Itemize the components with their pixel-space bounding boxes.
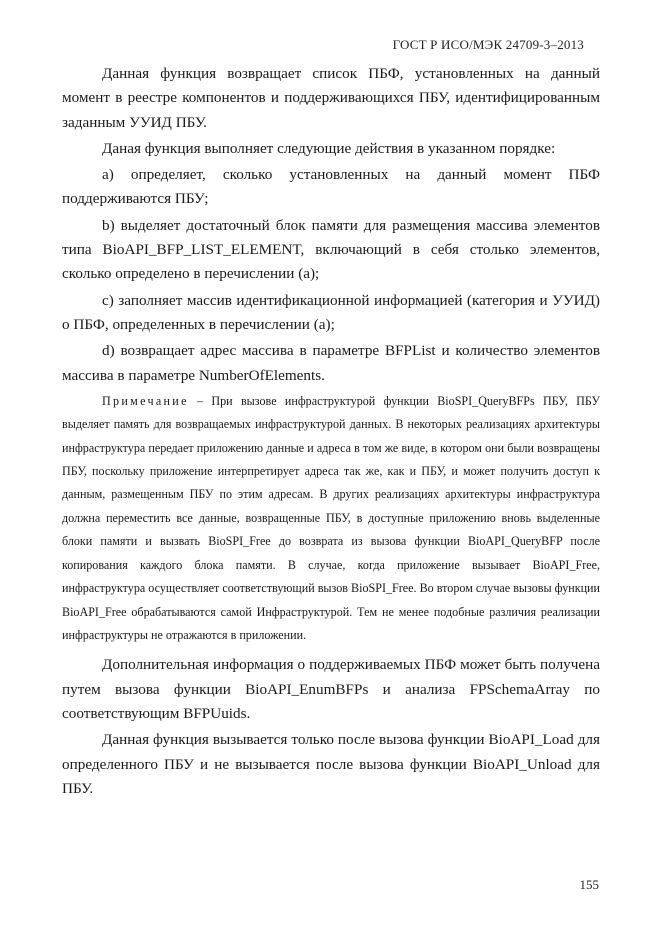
note-label: Примечание <box>102 393 189 408</box>
list-item-c: c) заполняет массив идентификационной информацией (категория и УУИД) о ПБФ, определенных в перечислении (a); <box>62 291 600 333</box>
paragraph-actions-lead: Даная функция выполняет следующие действия в указанном порядке: <box>102 139 556 157</box>
standard-header: ГОСТ Р ИСО/МЭК 24709-3–2013 <box>392 37 584 52</box>
paragraph-call-order: Данная функция вызывается только после вызова функции BioAPI_Load для определенного ПБУ и не вызывается после вызова функции BioAPI_Unload для ПБУ. <box>62 731 600 797</box>
note-text: – При вызове инфраструктурой функции BioSPI_QueryBFPs ПБУ, ПБУ выделяет память для возвращаемых инфраструктурой данных. В некоторых реализациях архитектуры инфраструктура передает приложению данные и адреса в том же виде, в котором они были возвращены ПБУ, поскольку приложение интерпретирует адреса так же, как и ПБУ, и может получить доступ к данным, размещенным ПБУ по этим адресам. В других реализациях архитектуры инфраструктура должна переместить все данные, возвращенные ПБУ, в доступные приложению вновь выделенные блоки памяти и вызвать BioSPI_Free до возврата из вызова функции BioAPI_QueryBFP после копирования каждого блока памяти. В случае, когда приложение вызывает BioAPI_Free, инфраструктура осуществляет соответствующий вызов BioSPI_Free. Во втором случае вызовы функции BioAPI_Free обрабатываются самой Инфраструктурой. Тем не менее подобные различия реализации инфраструктуры не отражаются в приложении. <box>62 393 600 642</box>
list-item-d: d) возвращает адрес массива в параметре BFPList и количество элементов массива в параметре NumberOfElements. <box>62 342 600 384</box>
paragraph-additional-info: Дополнительная информация о поддерживаемых ПБФ может быть получена путем вызова функции BioAPI_EnumBFPs и анализа FPSchemaArray по соответствующим BFPUuids. <box>62 656 600 722</box>
page-number: 155 <box>579 877 599 892</box>
page-body <box>62 62 600 803</box>
paragraph-intro: Данная функция возвращает список ПБФ, установленных на данный момент в реестре компонентов и поддерживающихся ПБУ, идентифицированным заданным УУИД ПБУ. <box>62 65 600 131</box>
note-paragraph <box>62 390 600 647</box>
list-item-a: a) определяет, сколько установленных на данный момент ПБФ поддерживаются ПБУ; <box>62 166 600 208</box>
list-item-b: b) выделяет достаточный блок памяти для размещения массива элементов типа BioAPI_BFP_LIST_ELEMENT, включающий в себя столько элементов, сколько определено в перечислении (a); <box>62 216 600 283</box>
